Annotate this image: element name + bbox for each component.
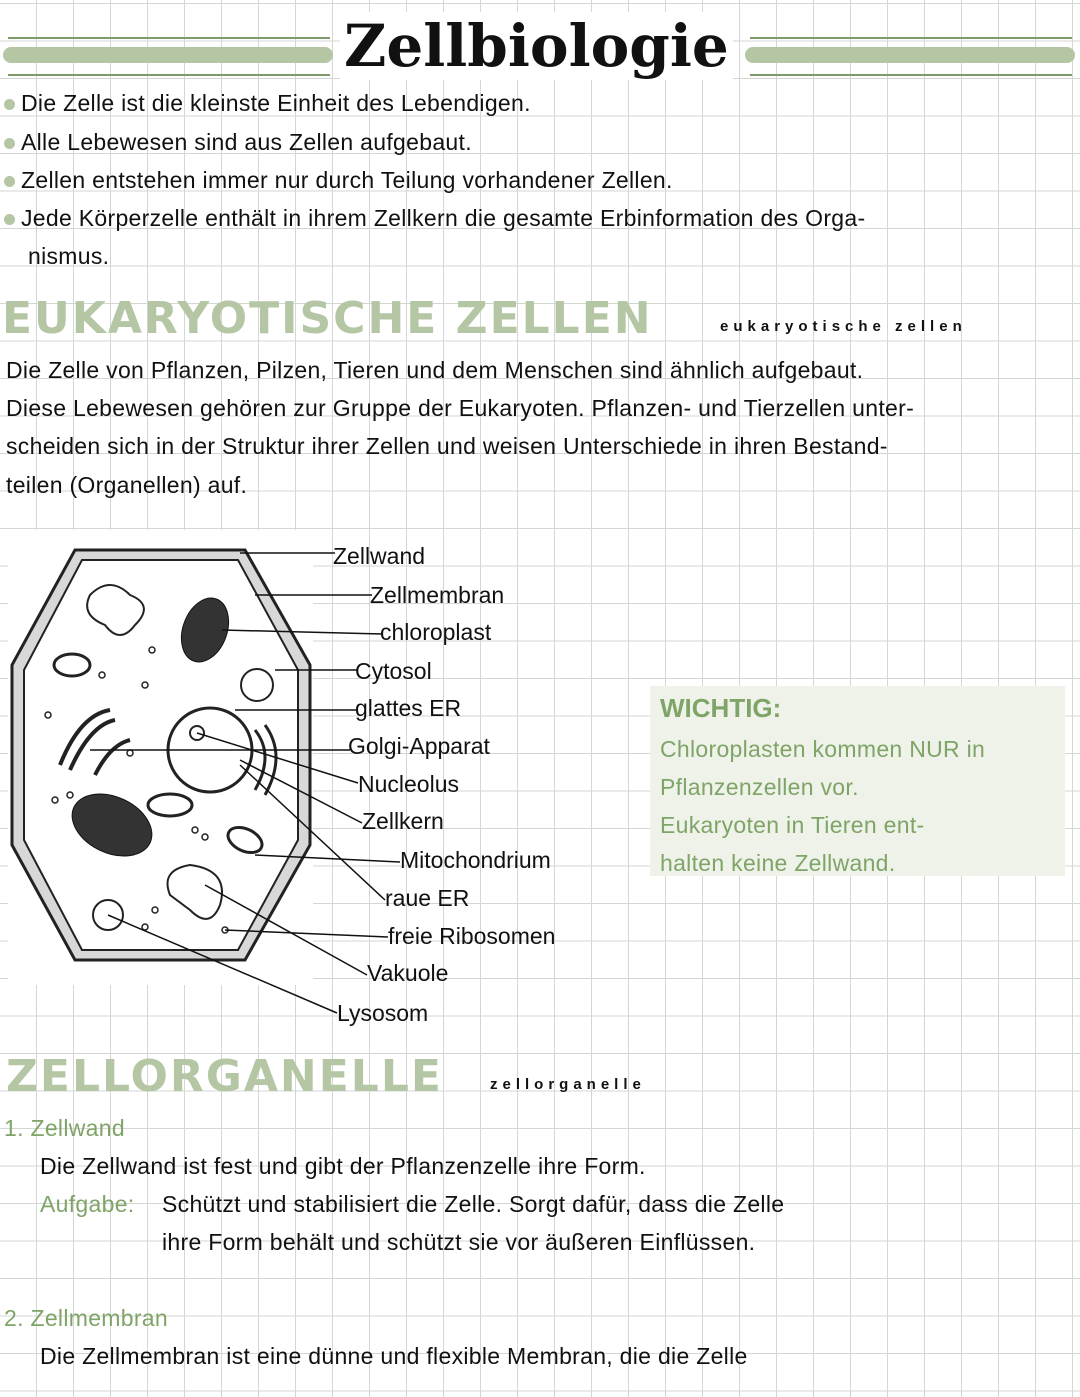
note-line: Pflanzenzellen vor. [660,774,859,800]
diagram-label: Lysosom [337,1000,429,1026]
bullet-dot-icon [4,214,15,225]
vesicle [241,669,273,701]
bullet-dot-icon [4,99,15,110]
diagram-label: chloroplast [380,619,492,645]
page-title: Zellbiologie [340,12,733,80]
diagram-label: Mitochondrium [400,847,551,873]
section-subheading-organelles: zellorganelle [490,1076,646,1093]
bullet-text: Die Zelle ist die kleinste Einheit des Lebendigen. [21,90,531,116]
section-subheading-eukaryotic: eukaryotische zellen [720,318,967,335]
item-title: 2. Zellmembran [4,1305,168,1331]
title-bar [3,47,333,63]
diagram-label: freie Ribosomen [388,923,556,949]
diagram-label: Golgi-Apparat [348,733,490,759]
bullet-text: Jede Körperzelle enthält in ihrem Zellkern die gesamte Erbinformation des Orga- [21,205,866,231]
title-rule [750,74,1072,76]
diagram-label: Vakuole [367,960,449,986]
title-rule [8,37,330,39]
section-heading-eukaryotic: EUKARYOTISCHE ZELLEN [2,293,653,344]
title-bar [745,47,1075,63]
bullet-text: nismus. [28,243,110,269]
item-text: Die Zellmembran ist eine dünne und flexible Membran, die die Zelle [40,1343,748,1369]
diagram-label: glattes ER [355,695,462,721]
note-line: Eukaryoten in Tieren ent- [660,812,925,838]
title-rule [8,74,330,76]
item-title: 1. Zellwand [4,1115,125,1141]
bullet-dot-icon [4,138,15,149]
diagram-label: Zellwand [333,543,426,569]
bullet-text: Zellen entstehen immer nur durch Teilung vorhandener Zellen. [21,167,673,193]
diagram-label: Cytosol [355,658,432,684]
paragraph-line: scheiden sich in der Struktur ihrer Zellen und weisen Unterschiede in ihren Bestand- [6,433,888,459]
note-line: halten keine Zellwand. [660,850,896,876]
diagram-label: Nucleolus [358,771,459,797]
paragraph-line: Die Zelle von Pflanzen, Pilzen, Tieren und dem Menschen sind ähnlich aufgebaut. [6,357,864,383]
bullet-item [4,167,673,194]
task-text: ihre Form behält und schützt sie vor äußeren Einflüssen. [162,1229,756,1255]
bullet-item [4,90,531,117]
diagram-label: Zellmembran [370,582,505,608]
mitochondrium-icon [148,794,192,816]
note-title: WICHTIG: [660,693,782,723]
note-line: Chloroplasten kommen NUR in [660,736,986,762]
title-rule [750,37,1072,39]
bullet-item [4,129,472,156]
plant-cell-diagram [0,525,620,1045]
diagram-label: raue ER [385,885,470,911]
section-heading-organelles: ZELLORGANELLE [6,1051,443,1102]
bullet-item [4,205,865,232]
item-text: Die Zellwand ist fest und gibt der Pflanzenzelle ihre Form. [40,1153,646,1179]
task-label: Aufgabe: [40,1191,135,1217]
paragraph-line: teilen (Organellen) auf. [6,472,248,498]
diagram-label: Zellkern [362,808,444,834]
paragraph-line: Diese Lebewesen gehören zur Gruppe der Eukaryoten. Pflanzen- und Tierzellen unter- [6,395,915,421]
task-text: Schützt und stabilisiert die Zelle. Sorgt dafür, dass die Zelle [162,1191,785,1217]
mitochondrium-icon [54,654,90,676]
bullet-dot-icon [4,176,15,187]
bullet-text: Alle Lebewesen sind aus Zellen aufgebaut. [21,129,472,155]
